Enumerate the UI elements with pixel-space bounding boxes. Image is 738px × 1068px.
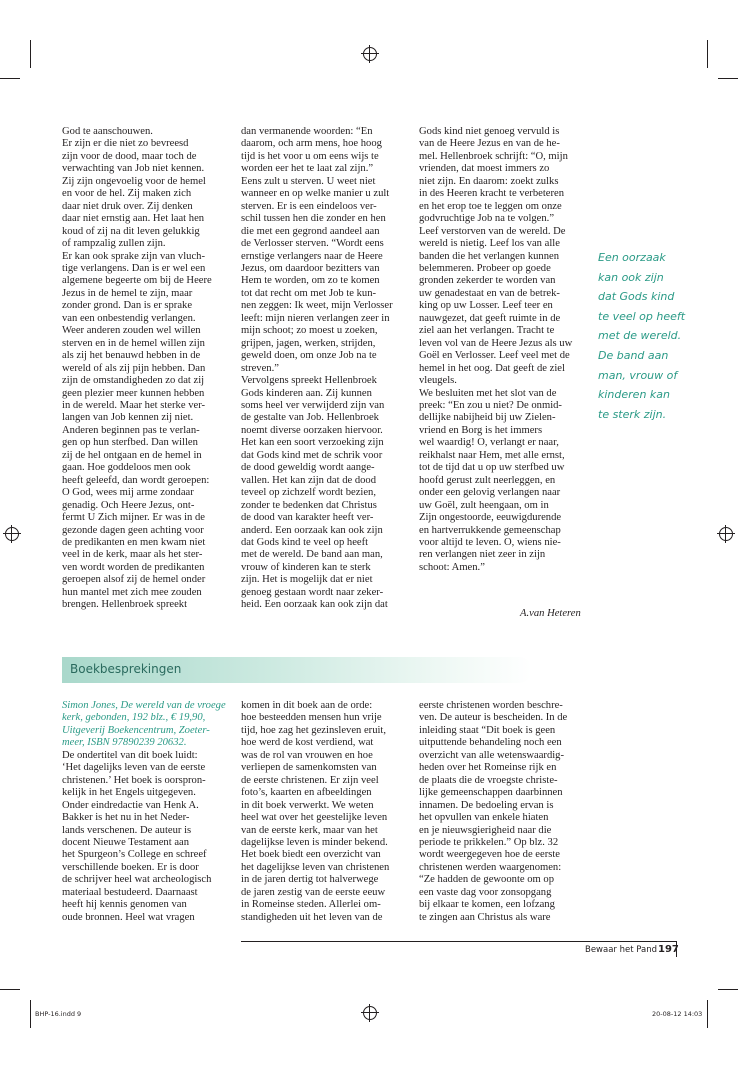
page-number: 197 [658,944,679,955]
section-title: Boekbesprekingen [70,662,182,676]
crop-mark [0,78,20,79]
article-column-2 [241,126,413,612]
crop-mark [718,989,738,990]
book-details: Simon Jones, De wereld van de vroege kerk, gebonden, 192 blz., € 19,90, Uitgeverij Boekencentrum, Zoeter- meer, ISBN 97890239 20632. [62,700,226,749]
article-column-1 [62,126,234,612]
crop-mark [0,989,20,990]
review-column-2 [241,700,413,924]
registration-mark-icon [363,47,377,61]
article-text: dan vermanende woorden: “En daarom, och arm mens, hoe hoog tijd is het voor u om eens wijs te worden eer het te laat zal zijn.” Eens zult u sterven. U weet niet wanneer en op welke manier u zult sterven. Er is een eindeloos ver- schil tussen hen die zonder en hen die met een gegrond aandeel aan de Verlosser sterven. “Wordt eens ernstige verlangers naar de Heere Jezus, om daardoor bezitters van Hem te worden, om zo te komen tot dat recht om met Job te kun- nen zeggen: Ik weet, mijn Verlosser leeft: mijn nieren verlangen zeer in mijn schoot; zo moest u zoeken, grijpen, jagen, werken, strijden, geweld doen, om onze Job na te streven.” Vervolgens spreekt Hellenbroek Gods kinderen aan. Zij kunnen soms heel ver verwijderd zijn van de gestalte van Job. Hellenbroek noemt diverse oorzaken hiervoor. Het kan een soort verzoeking zijn dat Gods kind met de schrik voor de dood geweldig wordt aange- vallen. Het kan zijn dat de dood teveel op zichzelf wordt bezien, zonder te bedenken dat Christus de dood van karakter heeft ver- anderd. Een oorzaak kan ook zijn dat Gods kind te veel op heeft met de wereld. De band aan man, vrouw of kinderen kan te sterk zijn. Het is mogelijk dat er niet genoeg gestaan wordt naar zeker- heid. Een oorzaak kan ook zijn dat [241,126,393,611]
review-text: komen in dit boek aan de orde: hoe besteedden mensen hun vrije tijd, hoe zag het gezinsleven eruit, hoe werd de kost verdiend, wat was de rol van vrouwen en hoe verliepen de samenkomsten van de eerste christenen. Er zijn veel foto’s, kaarten en afbeeldingen in dit boek verwerkt. We weten heel wat over het geestelijke leven van de eerste kerk, maar van het dagelijkse leven is minder bekend. Het boek biedt een overzicht van het dagelijkse leven van christenen in de jaren dertig tot halverwege de jaren zestig van de eerste eeuw in Romeinse steden. Allerlei om- standigheden uit het leven van de [241,700,390,923]
review-column-3 [419,700,591,924]
article-text: Gods kind niet genoeg vervuld is van de Heere Jezus en van de he- mel. Hellenbroek schrijft: “O, mijn vrienden, dat moest immers zo niet zijn. En daarom: zoekt zulks in des Heeren kracht te verbeteren en het erop toe te leggen om onze godvruchtige Job na te volgen.” Leef verstorven van de wereld. De wereld is nietig. Leef los van alle banden die het verlangen kunnen belemmeren. Probeer op goede gronden zekerder te worden van uw genadestaat en van de betrek- king op uw Losser. Leef teer en nauwgezet, dat geeft ruimte in de ziel aan het verlangen. Tracht te leven vol van de Heere Jezus als uw Goël en Verlosser. Leef veel met de hemel in het oog. Dat geeft de ziel vleugels. We besluiten met het slot van de preek: “En zou u niet? De onmid- dellijke nabijheid bij uw Zielen- vriend en Borg is het immers wel waardig! O, verlangt er naar, reikhalst naar Hem, met alle ernst, tot de tijd dat u op uw sterfbed uw hoofd gerust zult neerleggen, en onder een gelovig verlangen naar uw Goël, zult heengaan, om in Zijn ongestoorde, eeuwigdurende en hartverrukkende gemeenschap voor altijd te leven. O, wiens nie- ren verlangen niet zeer in zijn schoot: Amen.” [419,126,573,573]
slug-date: 20-08-12 14:03 [652,1010,703,1018]
pull-quote: Een oorzaak kan ook zijn dat Gods kind te veel op heeft met de wereld. De band aan man, vrouw of kinderen kan te sterk zijn. [598,251,686,421]
crop-mark [718,78,738,79]
review-text: eerste christenen worden beschre- ven. De auteur is bescheiden. In de inleiding staat “Dit boek is geen uitputtende behandeling noch een overzicht van alle wetenswaardig- heden over het Romeinse rijk en de plaats die de vroegste christe- lijke gemeenschappen daarbinnen innamen. De bedoeling ervan is het opvullen van enkele hiaten en je nieuwsgierigheid naar die periode te prikkelen.” Op blz. 32 wordt weergegeven hoe de eerste christenen werden waargenomen: “Ze hadden de gewoonte om op een vaste dag voor zonsopgang bij elkaar te komen, een lofzang te zingen aan Christus als ware [419,700,568,923]
review-column-1 [62,700,234,924]
magazine-name: Bewaar het Pand [585,945,658,955]
review-text: De ondertitel van dit boek luidt: ‘Het dagelijks leven van de eerste christenen.’ Het boek is oorspron- kelijk in het Engels uitgegeven. Onder eindredactie van Henk A. Bakker is het nu in het Neder- lands verschenen. De auteur is docent Nieuwe Testament aan het Spurgeon’s College en schreef verschillende boeken. Er is door de schrijver heel wat archeologisch materiaal bestudeerd. Daarnaast heeft hij kennis genomen van oude bronnen. Heel wat vragen [62,749,212,923]
crop-mark [707,40,708,68]
author-signature: A.van Heteren [520,608,581,619]
article-column-3 [419,126,591,574]
registration-mark-icon [5,527,19,541]
registration-mark-icon [719,527,733,541]
crop-mark [30,1000,31,1028]
crop-mark [30,40,31,68]
registration-mark-icon [363,1006,377,1020]
crop-mark [707,1000,708,1028]
footer-rule [241,941,676,942]
article-text: God te aanschouwen. Er zijn er die niet zo bevreesd zijn voor de dood, maar toch de verwachting van Job niet kennen. Zij zijn ongevoelig voor de hemel en voor de hel. Zij maken zich daar niet druk over. Zij denken daar niet ernstig aan. Het laat hen koud of zij na dit leven gelukkig of rampzalig zullen zijn. Er kan ook sprake zijn van vluch- tige verlangens. Dan is er wel een algemene begeerte om bij de Heere Jezus in de hemel te zijn, maar zonder grond. Dan is er sprake van een onbestendig verlangen. Weer anderen zouden wel willen sterven en in de hemel willen zijn als zij het benauwd hebben in de wereld of als zij pijn hebben. Dan zijn de omstandigheden zo dat zij geen plezier meer kunnen hebben in de wereld. Maar het sterke ver- langen van Job kennen zij niet. Anderen beginnen pas te verlan- gen op hun sterfbed. Dan willen zij de hel ontgaan en de hemel in gaan. Hoe goddeloos men ook heeft geleefd, dan wordt geroepen: O God, wees mij arme zondaar genadig. Och Heere Jezus, ont- fermt U Zich mijner. Er was in de gezonde dagen geen achting voor de predikanten en men kwam niet veel in de kerk, maar als het ster- ven wordt worden de predikanten geroepen alsof zij de hemel onder hun mantel met zich mee zouden brengen. Hellenbroek spreekt [62,126,212,611]
slug-file: BHP-16.indd 9 [35,1010,82,1018]
